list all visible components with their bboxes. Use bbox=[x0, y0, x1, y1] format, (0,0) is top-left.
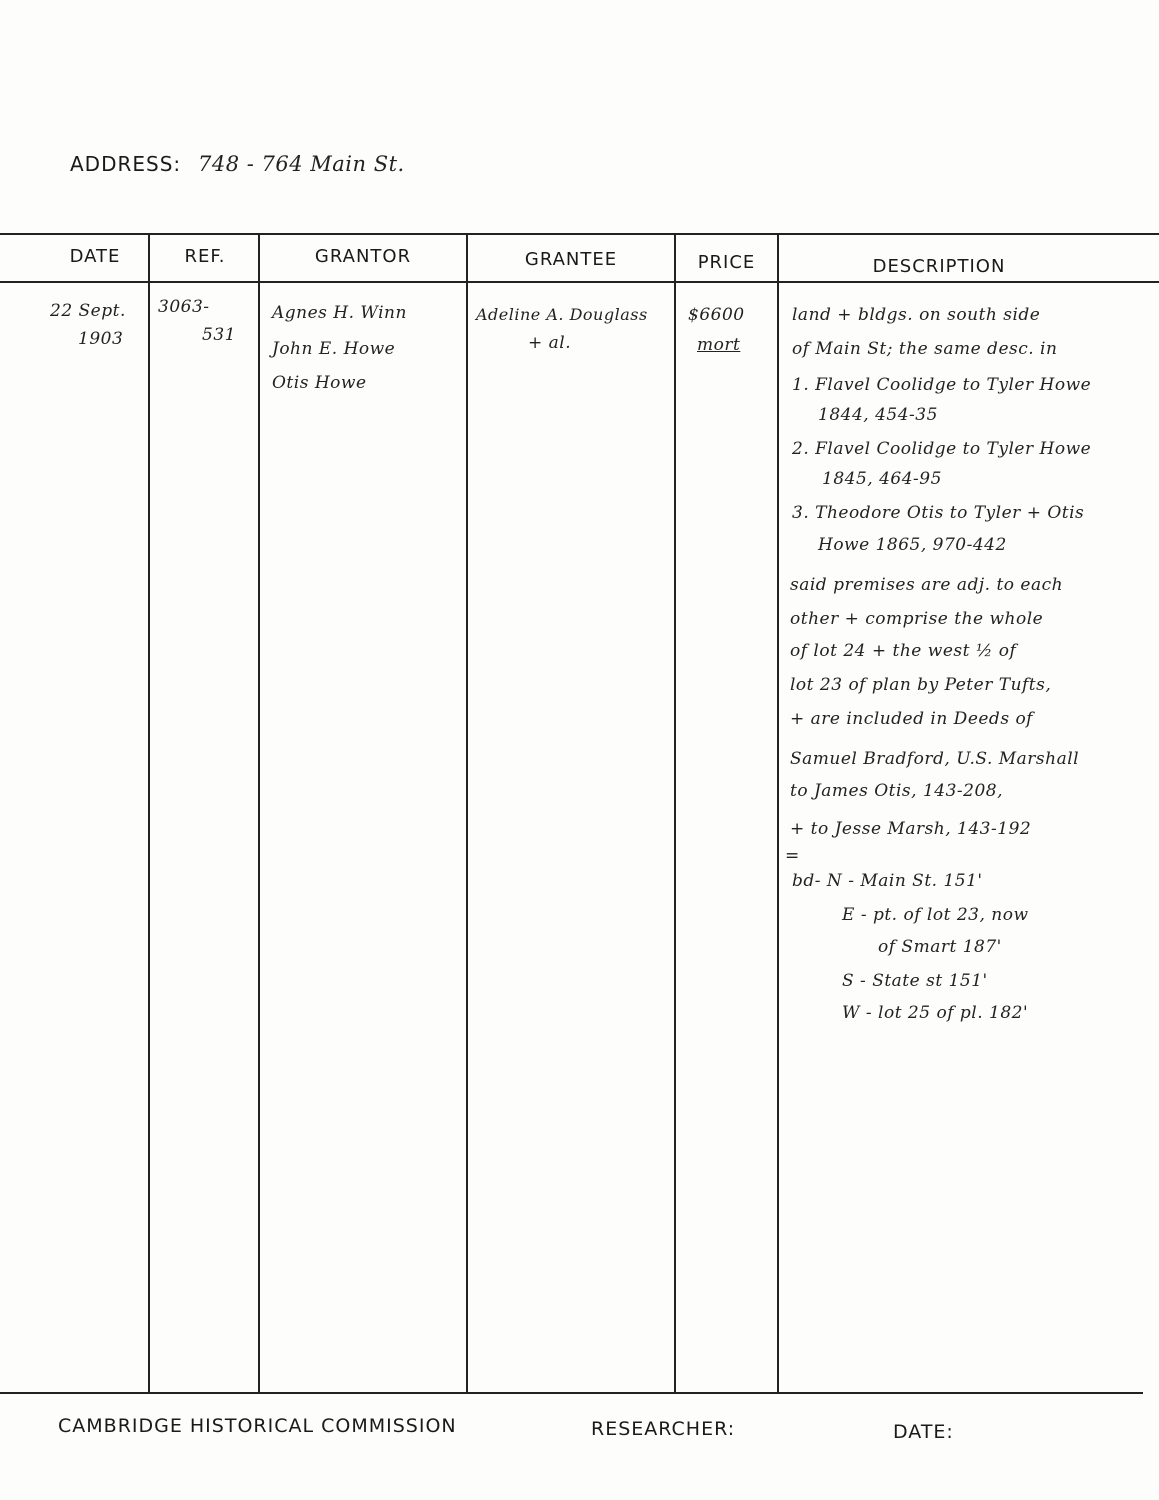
desc-line: + to Jesse Marsh, 143-192 bbox=[790, 819, 1032, 839]
desc-line: of Main St; the same desc. in bbox=[792, 339, 1058, 359]
footer-date-label: DATE: bbox=[893, 1421, 954, 1443]
entry-price-line-1: $6600 bbox=[688, 305, 745, 325]
entry-ref-line-1: 3063- bbox=[158, 297, 210, 317]
desc-line: 1. Flavel Coolidge to Tyler Howe bbox=[792, 375, 1092, 395]
desc-line: lot 23 of plan by Peter Tufts, bbox=[790, 675, 1052, 695]
desc-line: of Smart 187' bbox=[878, 937, 1002, 957]
entry-grantor-line-3: Otis Howe bbox=[272, 373, 367, 393]
entry-date-line-2: 1903 bbox=[78, 329, 124, 349]
header-grantee: GRANTEE bbox=[524, 249, 618, 270]
footer-organization: CAMBRIDGE HISTORICAL COMMISSION bbox=[58, 1415, 457, 1437]
desc-line: to James Otis, 143-208, bbox=[790, 781, 1004, 801]
footer-researcher-label: RESEARCHER: bbox=[591, 1418, 736, 1440]
address-value: 748 - 764 Main St. bbox=[198, 152, 405, 176]
header-date: DATE bbox=[69, 246, 121, 267]
desc-line: of lot 24 + the west ½ of bbox=[790, 641, 1017, 661]
header-grantor: GRANTOR bbox=[314, 246, 412, 267]
desc-line: S - State st 151' bbox=[842, 971, 988, 991]
column-divider-3 bbox=[466, 233, 468, 1393]
column-divider-5 bbox=[777, 233, 779, 1393]
header-price: PRICE bbox=[697, 252, 756, 273]
entry-grantee-line-2: + al. bbox=[528, 333, 572, 353]
desc-line: W - lot 25 of pl. 182' bbox=[842, 1003, 1029, 1023]
column-divider-2 bbox=[258, 233, 260, 1393]
desc-line: 3. Theodore Otis to Tyler + Otis bbox=[792, 503, 1085, 523]
column-divider-1 bbox=[148, 233, 150, 1393]
entry-grantor-line-2: John E. Howe bbox=[272, 339, 396, 359]
desc-line: Samuel Bradford, U.S. Marshall bbox=[790, 749, 1080, 769]
desc-line: 2. Flavel Coolidge to Tyler Howe bbox=[792, 439, 1092, 459]
table-bottom-rule bbox=[0, 1392, 1143, 1394]
desc-line: E - pt. of lot 23, now bbox=[842, 905, 1029, 925]
desc-line: bd- N - Main St. 151' bbox=[792, 871, 983, 891]
desc-line: said premises are adj. to each bbox=[790, 575, 1064, 595]
address-label: ADDRESS: bbox=[70, 152, 182, 176]
desc-line: Howe 1865, 970-442 bbox=[818, 535, 1007, 555]
desc-line: other + comprise the whole bbox=[790, 609, 1044, 629]
header-description: DESCRIPTION bbox=[872, 256, 1006, 277]
header-bottom-rule bbox=[0, 281, 1159, 283]
desc-line: 1845, 464-95 bbox=[822, 469, 942, 489]
desc-line: land + bldgs. on south side bbox=[792, 305, 1041, 325]
entry-price-line-2: mort bbox=[697, 335, 741, 355]
entry-date-line-1: 22 Sept. bbox=[50, 301, 126, 321]
table-top-rule bbox=[0, 233, 1159, 235]
entry-grantee-line-1: Adeline A. Douglass bbox=[476, 305, 648, 324]
desc-line: = bbox=[785, 846, 800, 866]
desc-line: + are included in Deeds of bbox=[790, 709, 1033, 729]
header-ref: REF. bbox=[184, 246, 226, 267]
entry-grantor-line-1: Agnes H. Winn bbox=[272, 303, 407, 323]
entry-ref-line-2: 531 bbox=[202, 325, 236, 345]
column-divider-4 bbox=[674, 233, 676, 1393]
desc-line: 1844, 454-35 bbox=[818, 405, 938, 425]
